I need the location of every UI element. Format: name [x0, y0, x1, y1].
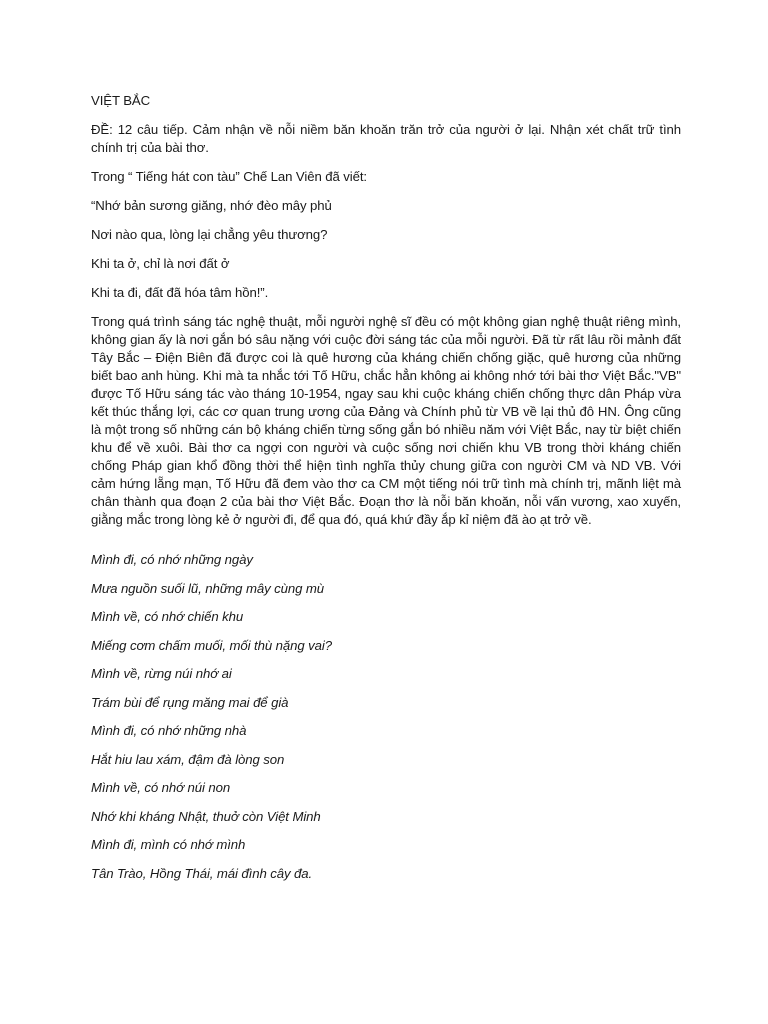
- quote-line: Khi ta đi, đất đã hóa tâm hồn!”.: [91, 285, 269, 300]
- poem-line: Miếng cơm chấm muối, mối thù nặng vai?: [91, 637, 332, 653]
- poem-line: Mình về, có nhớ chiến khu: [91, 609, 244, 624]
- poem-line: Mình đi, có nhớ những nhà: [91, 723, 247, 738]
- quote-line: Khi ta ở, chỉ là nơi đất ở: [91, 256, 230, 271]
- body-paragraph: Trong quá trình sáng tác nghệ thuật, mỗi người nghệ sĩ đều có một không gian nghệ thuật riêng mình, không gian ấy là nơi gắn bó sâu nặng với cuộc đời sáng tác của mỗi người. Đã từ rất lâu rồi mảnh đất Tây Bắc – Điện Biên đã được coi là quê hương của kháng chiến chống giặc, quê hương của những biết bao anh hùng. Khi mà ta nhắc tới Tố Hữu, chắc hẳn không ai không nhớ tới bài thơ Việt Bắc."VB" được Tố Hữu sáng tác vào tháng 10-1954, ngay sau khi cuộc kháng chiến chống thực dân Pháp vừa kết thúc thắng lợi, các cơ quan trung ương của Đảng và Chính phủ từ VB về lại thủ đô HN. Ông cũng là một trong số những cán bộ kháng chiến từng sống gắn bó nhiều năm với Việt Bắc, nay từ biệt chiến khu để về xuôi. Bài thơ ca ngợi con người và cuộc sống nơi chiến khu VB trong thời kháng chiến chống Pháp gian khổ đồng thời thể hiện tình nghĩa thủy chung giữa con người CM và ND VB. Với cảm hứng lẵng mạn, Tố Hữu đã đem vào thơ ca CM một tiếng nói trữ tình mà chính trị, mãnh liệt mà chân thành qua đoạn 2 của bài thơ Việt Bắc. Đoạn thơ là nỗi băn khoăn, nỗi vấn vương, xao xuyến, giằng mắc trong lòng kẻ ở người đi, để qua đó, quá khứ đầy ắp kỉ niệm đã ào ạt trở về.: [91, 314, 681, 527]
- poem-line: Tân Trào, Hồng Thái, mái đình cây đa.: [91, 865, 313, 881]
- poem-line: Mưa nguồn suối lũ, những mây cùng mù: [91, 580, 325, 596]
- poem-line: Nhớ khi kháng Nhật, thuở còn Việt Minh: [91, 808, 321, 824]
- document-title: VIỆT BẮC: [91, 93, 151, 108]
- opening-quote: [91, 197, 681, 302]
- essay-prompt: ĐỀ: 12 câu tiếp. Cảm nhận về nỗi niềm băn khoăn trăn trở của người ở lại. Nhận xét chất trữ tình chính trị của bài thơ.: [91, 122, 681, 155]
- poem-line: Mình đi, có nhớ những ngày: [91, 552, 253, 567]
- poem-line: Hắt hiu lau xám, đậm đà lòng son: [91, 751, 285, 767]
- poem-line: Mình đi, mình có nhớ mình: [91, 837, 246, 852]
- poem-line: Trám bùi để rụng măng mai để già: [91, 694, 289, 710]
- poem-excerpt: [91, 551, 681, 883]
- document-page: [91, 92, 681, 893]
- poem-line: Mình về, rừng núi nhớ ai: [91, 666, 232, 681]
- quote-line: “Nhớ bản sương giăng, nhớ đèo mây phủ: [91, 198, 332, 213]
- quote-line: Nơi nào qua, lòng lại chẳng yêu thương?: [91, 227, 328, 242]
- intro-line: Trong “ Tiếng hát con tàu” Chế Lan Viên đã viết:: [91, 169, 367, 184]
- poem-line: Mình về, có nhớ núi non: [91, 780, 231, 795]
